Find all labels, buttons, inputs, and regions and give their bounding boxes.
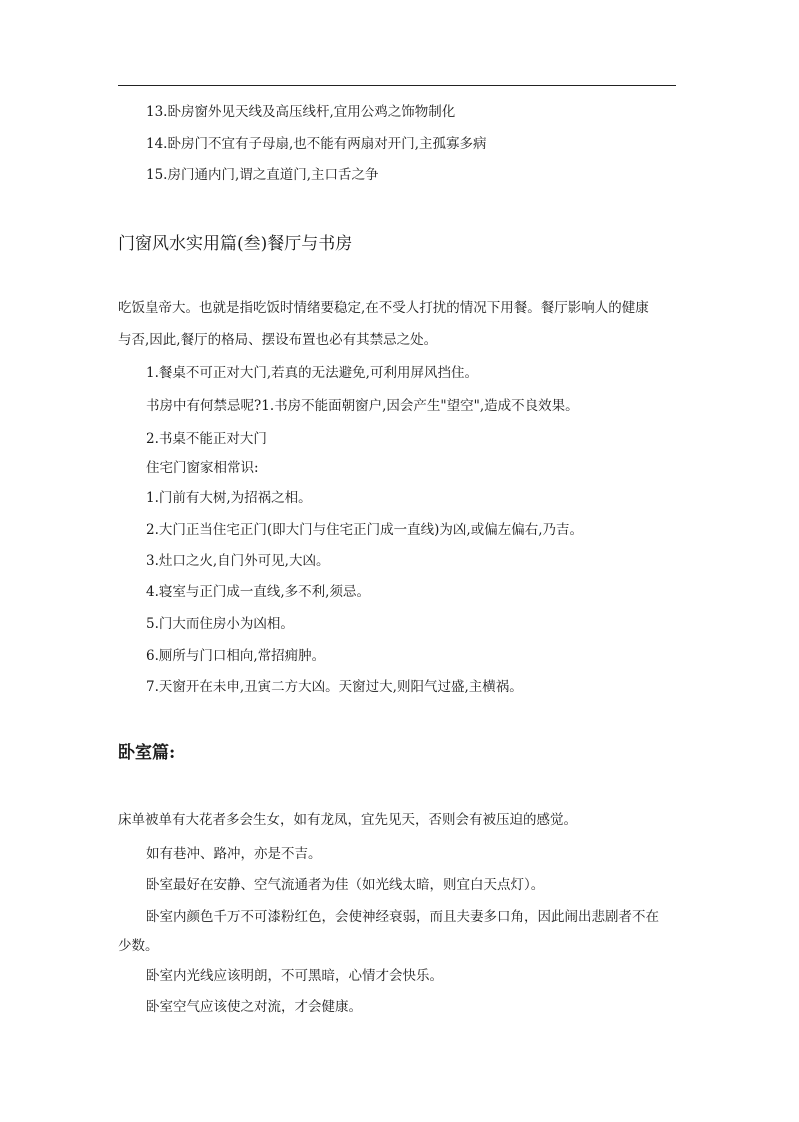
knowledge-item-3: 3.灶口之火,自门外可见,大凶。 — [146, 553, 330, 569]
dining-intro-line-1: 吃饭皇帝大。也就是指吃饭时情绪要稳定,在不受人打扰的情况下用餐。餐厅影响人的健康 — [118, 300, 649, 316]
list-item-14: 14.卧房门不宜有子母扇,也不能有两扇对开门,主孤寡多病 — [146, 136, 487, 152]
bedroom-line-1: 如有巷冲、路冲，亦是不吉。 — [146, 846, 322, 862]
knowledge-item-1: 1.门前有大树,为招祸之相。 — [146, 490, 312, 506]
dining-intro-line-2: 与否,因此,餐厅的格局、摆设布置也必有其禁忌之处。 — [118, 332, 438, 348]
knowledge-item-7: 7.天窗开在未申,丑寅二方大凶。天窗过大,则阳气过盛,主横祸。 — [146, 679, 523, 695]
bedroom-line-3b: 少数。 — [118, 938, 159, 954]
knowledge-item-2: 2.大门正当住宅正门(即大门与住宅正门成一直线)为凶,或偏左偏右,乃吉。 — [146, 522, 583, 538]
knowledge-item-5: 5.门大而住房小为凶相。 — [146, 616, 294, 632]
knowledge-heading: 住宅门窗家相常识: — [146, 460, 259, 476]
bedroom-line-2: 卧室最好在安静、空气流通者为佳（如光线太暗，则宜白天点灯）。 — [146, 877, 545, 893]
bedroom-line-3a: 卧室内颜色千万不可漆粉红色，会使神经衰弱，而且夫妻多口角，因此闹出悲剧者不在 — [146, 909, 659, 925]
study-rule-2: 2.书桌不能正对大门 — [146, 431, 267, 447]
dining-rule-1: 1.餐桌不可正对大门,若真的无法避免,可利用屏风挡住。 — [146, 365, 478, 381]
list-item-13: 13.卧房窗外见天线及高压线杆,宜用公鸡之饰物制化 — [146, 104, 456, 120]
bedroom-line-4: 卧室内光线应该明朗，不可黑暗，心情才会快乐。 — [146, 968, 443, 984]
knowledge-item-4: 4.寝室与正门成一直线,多不利,须忌。 — [146, 584, 370, 600]
section-heading-dining: 门窗风水实用篇(叁)餐厅与书房 — [118, 234, 353, 254]
section-heading-bedroom: 卧室篇: — [118, 743, 176, 763]
header-rule — [118, 85, 676, 86]
list-item-15: 15.房门通内门,谓之直道门,主口舌之争 — [146, 167, 379, 183]
study-rule-1: 书房中有何禁忌呢?1.书房不能面朝窗户,因会产生"望空",造成不良效果。 — [146, 398, 579, 414]
knowledge-item-6: 6.厕所与门口相向,常招痈肿。 — [146, 648, 326, 664]
bedroom-intro: 床单被单有大花者多会生女，如有龙凤，宜先见天，否则会有被压迫的感觉。 — [118, 812, 577, 828]
bedroom-line-5: 卧室空气应该使之对流，才会健康。 — [146, 999, 362, 1015]
